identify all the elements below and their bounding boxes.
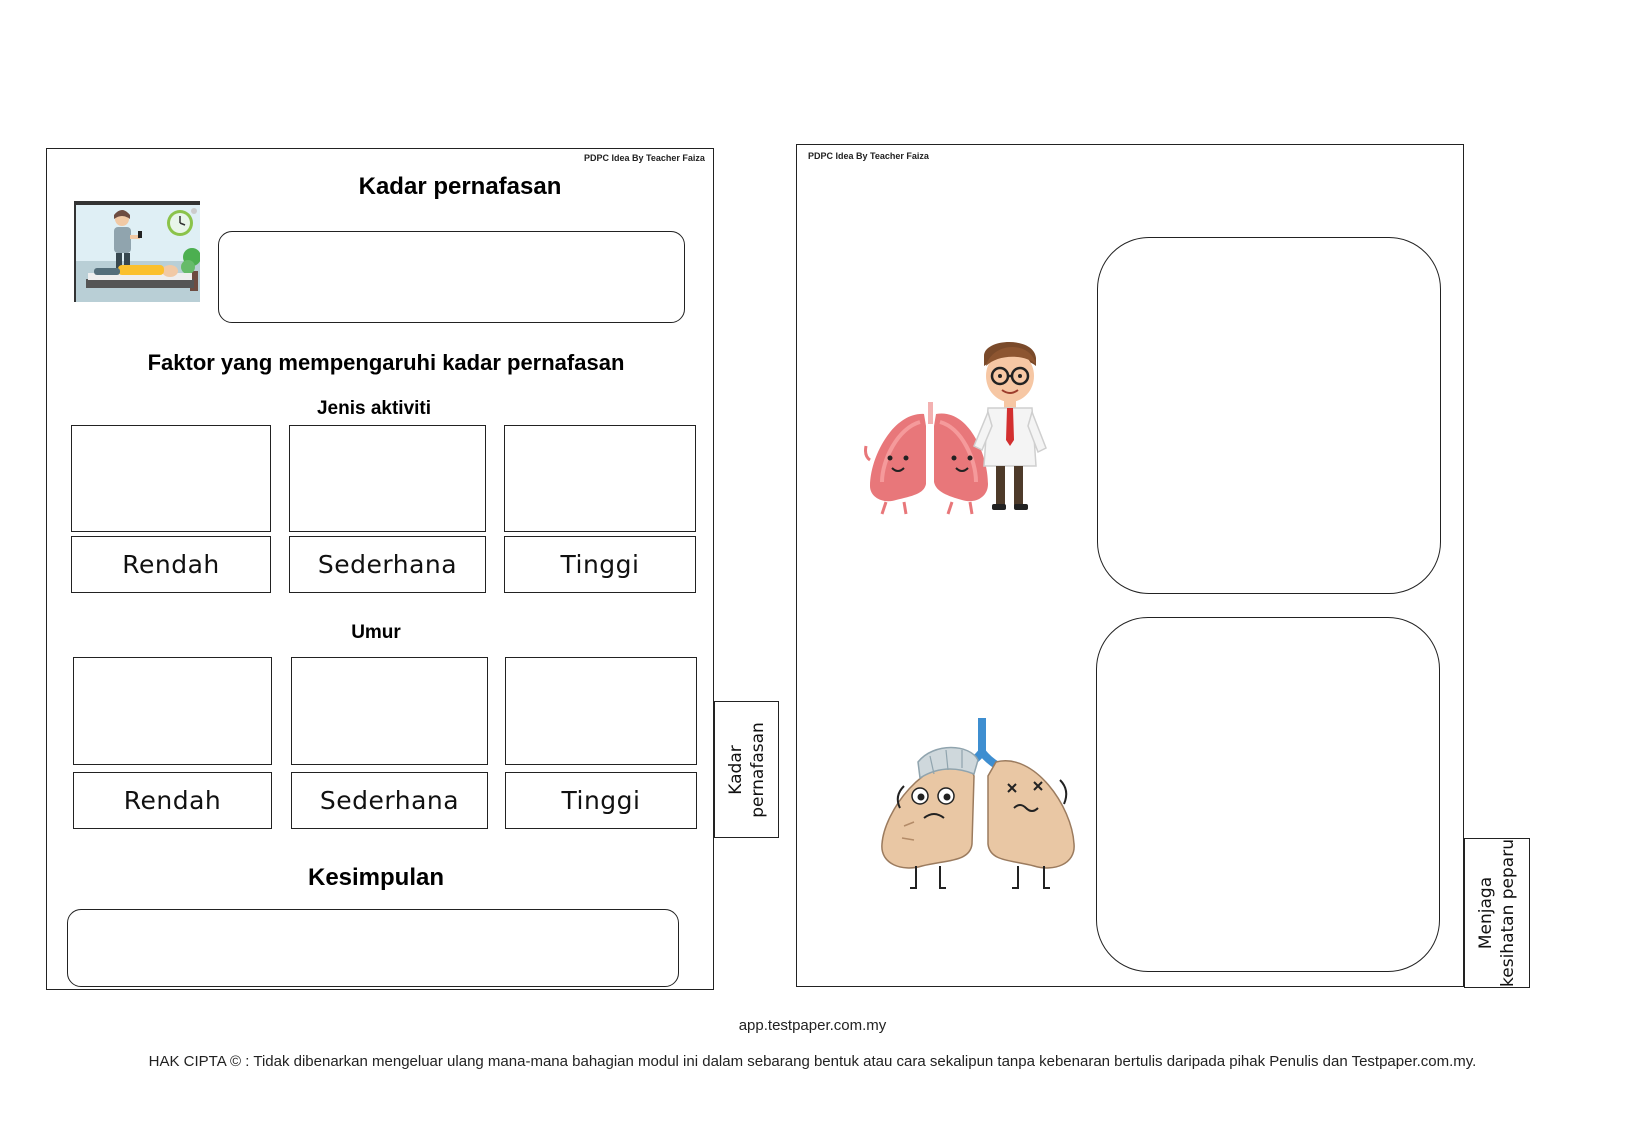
activity-heading: Jenis aktiviti [316, 398, 432, 419]
age-low-image-box[interactable] [73, 657, 272, 765]
page-title: Kadar pernafasan [358, 173, 562, 200]
age-heading: Umur [351, 622, 401, 643]
footer-site: app.testpaper.com.my [738, 1017, 887, 1034]
healthy-lungs-answer-box[interactable] [1097, 237, 1441, 594]
factors-heading: Faktor yang mempengaruhi kadar pernafasan [147, 350, 625, 375]
age-medium-label: Sederhana [291, 772, 488, 829]
conclusion-heading: Kesimpulan [307, 864, 445, 891]
tab-kadar-pernafasan[interactable] [714, 701, 779, 838]
damaged-lungs-answer-box[interactable] [1096, 617, 1440, 972]
age-medium-image-box[interactable] [291, 657, 488, 765]
activity-low-image-box[interactable] [71, 425, 271, 532]
tab-kadar-line2: pernafasan [747, 721, 768, 818]
right-sheet-credit: PDPC Idea By Teacher Faiza [808, 151, 929, 161]
left-sheet-credit: PDPC Idea By Teacher Faiza [584, 153, 705, 163]
age-low-label: Rendah [73, 772, 272, 829]
tab-kadar-line1: Kadar [725, 744, 746, 795]
age-high-image-box[interactable] [505, 657, 697, 765]
activity-high-label: Tinggi [504, 536, 696, 593]
tab-menjaga-line2: kesihatan peparu [1498, 839, 1518, 987]
doctor-checkup-image [74, 201, 200, 302]
healthy-lungs-doctor-image [864, 336, 1058, 518]
conclusion-answer-box[interactable] [67, 909, 679, 987]
damaged-lungs-image [874, 716, 1088, 898]
activity-high-image-box[interactable] [504, 425, 696, 532]
activity-low-label: Rendah [71, 536, 271, 593]
tab-menjaga-line1: Menjaga [1476, 876, 1496, 950]
tab-menjaga-kesihatan-peparu[interactable] [1464, 838, 1530, 988]
footer-copyright: HAK CIPTA © : Tidak dibenarkan mengeluar ulang mana-mana bahagian modul ini dalam sebarang bentuk atau cara sekalipun tanpa kebenaran bertulis daripada pihak Penulis dan Testpaper.com.my. [148, 1053, 1477, 1070]
age-high-label: Tinggi [505, 772, 697, 829]
activity-medium-image-box[interactable] [289, 425, 486, 532]
definition-answer-box[interactable] [218, 231, 685, 323]
activity-medium-label: Sederhana [289, 536, 486, 593]
